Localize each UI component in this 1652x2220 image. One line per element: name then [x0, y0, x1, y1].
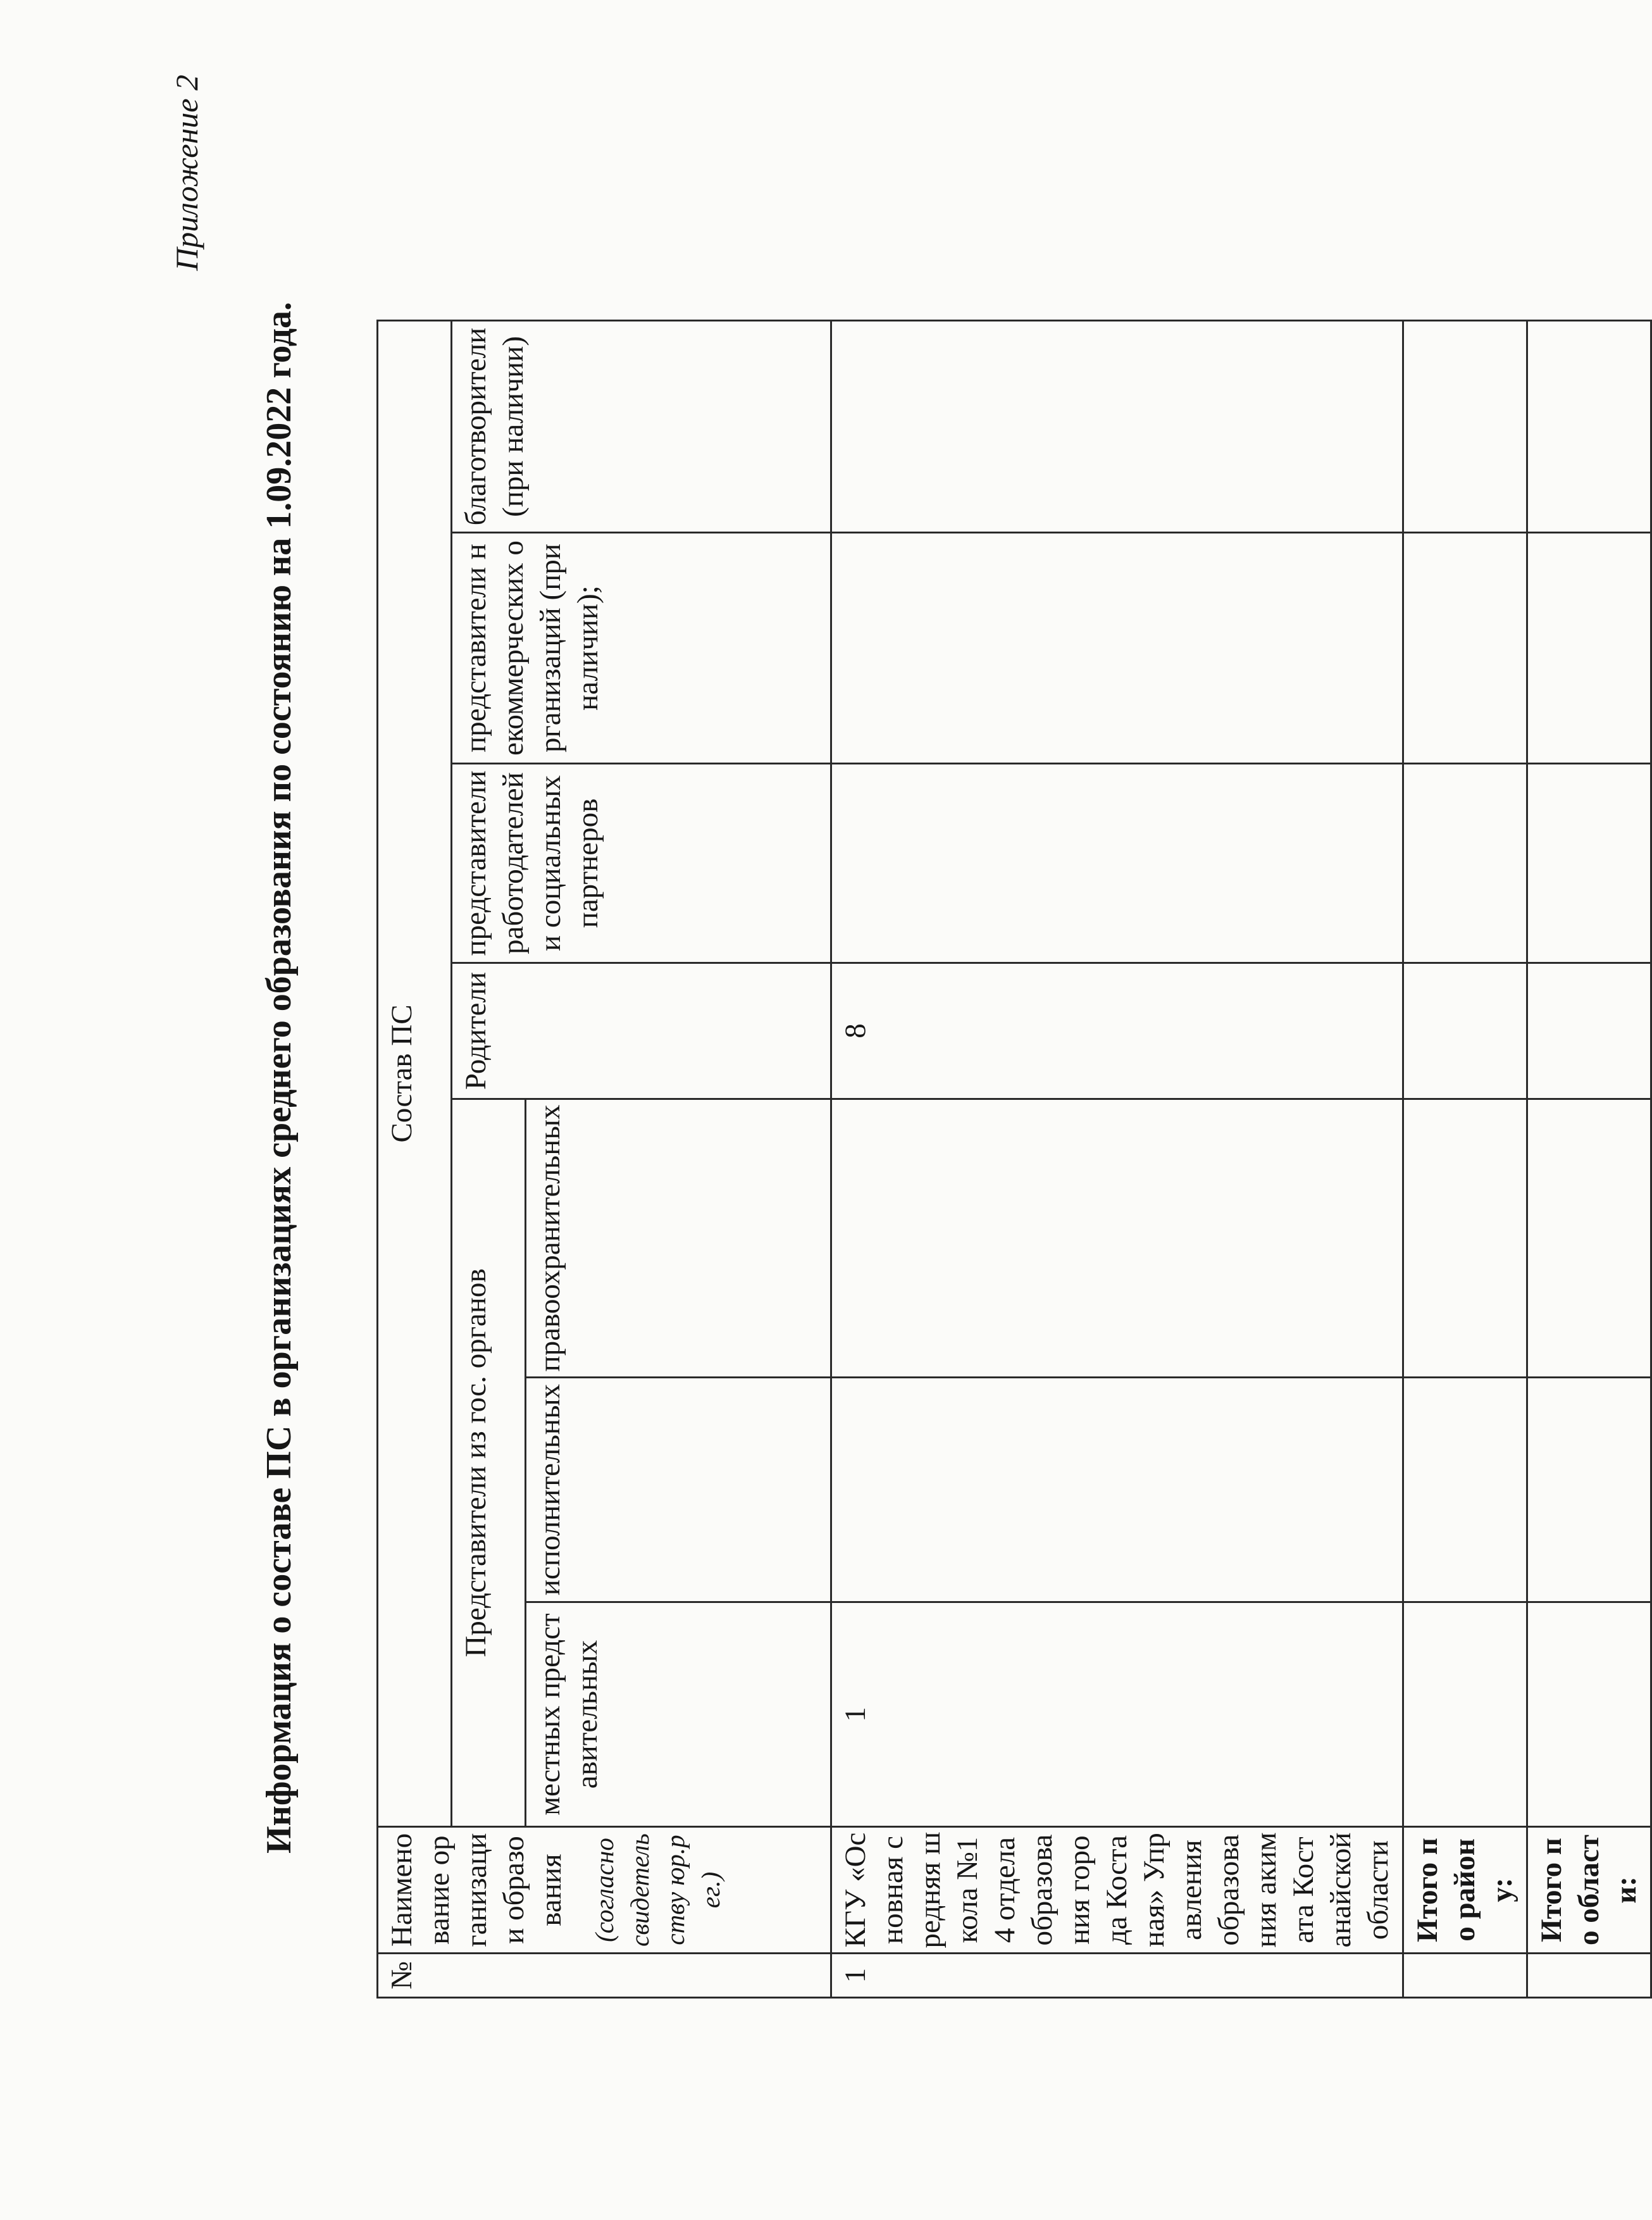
total-region-cell	[1527, 321, 1651, 533]
header-composition: Состав ПС	[378, 321, 452, 1827]
total-district-cell	[1403, 1602, 1527, 1827]
header-row-2	[452, 321, 526, 1998]
row-organization-name: КГУ «Основная средняя школа №14 отдела образования города Костаная» Управления образования акимата Костанайской области	[831, 1827, 1403, 1954]
appendix-label: Приложение 2	[169, 75, 204, 271]
row-local-representative: 1	[831, 1602, 1403, 1827]
total-district-cell	[1403, 533, 1527, 764]
total-region-cell	[1527, 1378, 1651, 1602]
total-region-number-cell	[1527, 1954, 1651, 1998]
total-region-cell	[1527, 963, 1651, 1099]
total-region-cell	[1527, 1099, 1651, 1378]
header-organization-name-label: Наименование организации образования	[385, 1833, 568, 1947]
header-number: №	[378, 1954, 831, 1998]
header-law-enforcement: правоохранительных	[526, 1099, 831, 1378]
header-row-1	[378, 321, 452, 1998]
header-organization-name	[378, 1827, 831, 1954]
header-employers: представители работодателей и социальных партнеров	[452, 764, 831, 963]
header-benefactors: благотворители (при наличии)	[452, 321, 831, 533]
total-district-label: Итого по району:	[1403, 1827, 1527, 1954]
table-row	[831, 321, 1403, 1998]
row-employers	[831, 764, 1403, 963]
header-gov-representatives: Представители из гос. органов	[452, 1099, 526, 1827]
total-region-cell	[1527, 764, 1651, 963]
header-parents: Родители	[452, 963, 831, 1099]
total-district-cell	[1403, 1378, 1527, 1602]
total-district-cell	[1403, 963, 1527, 1099]
total-region-label: Итого по области:	[1527, 1827, 1651, 1954]
row-nonprofits	[831, 533, 1403, 764]
header-organization-name-note: (согласно свидетельству юр.рег.)	[590, 1833, 725, 1947]
row-executive	[831, 1378, 1403, 1602]
document-title: Информация о составе ПС в организациях среднего образования по состоянию на 1.09.2022 года.	[259, 301, 299, 1854]
row-number: 1	[831, 1954, 1403, 1998]
header-executive: исполнительных	[526, 1378, 831, 1602]
total-district-cell	[1403, 321, 1527, 533]
total-region-cell	[1527, 533, 1651, 764]
total-district-cell	[1403, 764, 1527, 963]
total-row-region	[1527, 321, 1651, 1998]
row-law-enforcement	[831, 1099, 1403, 1378]
header-nonprofits: представители некоммерческих организаций (при наличии);	[452, 533, 831, 764]
total-district-number-cell	[1403, 1954, 1527, 1998]
total-district-cell	[1403, 1099, 1527, 1378]
council-composition-table	[376, 320, 1652, 1999]
total-row-district	[1403, 321, 1527, 1998]
total-region-cell	[1527, 1602, 1651, 1827]
header-local-representative: местных представительных	[526, 1602, 831, 1827]
row-parents: 8	[831, 963, 1403, 1099]
row-benefactors	[831, 321, 1403, 533]
